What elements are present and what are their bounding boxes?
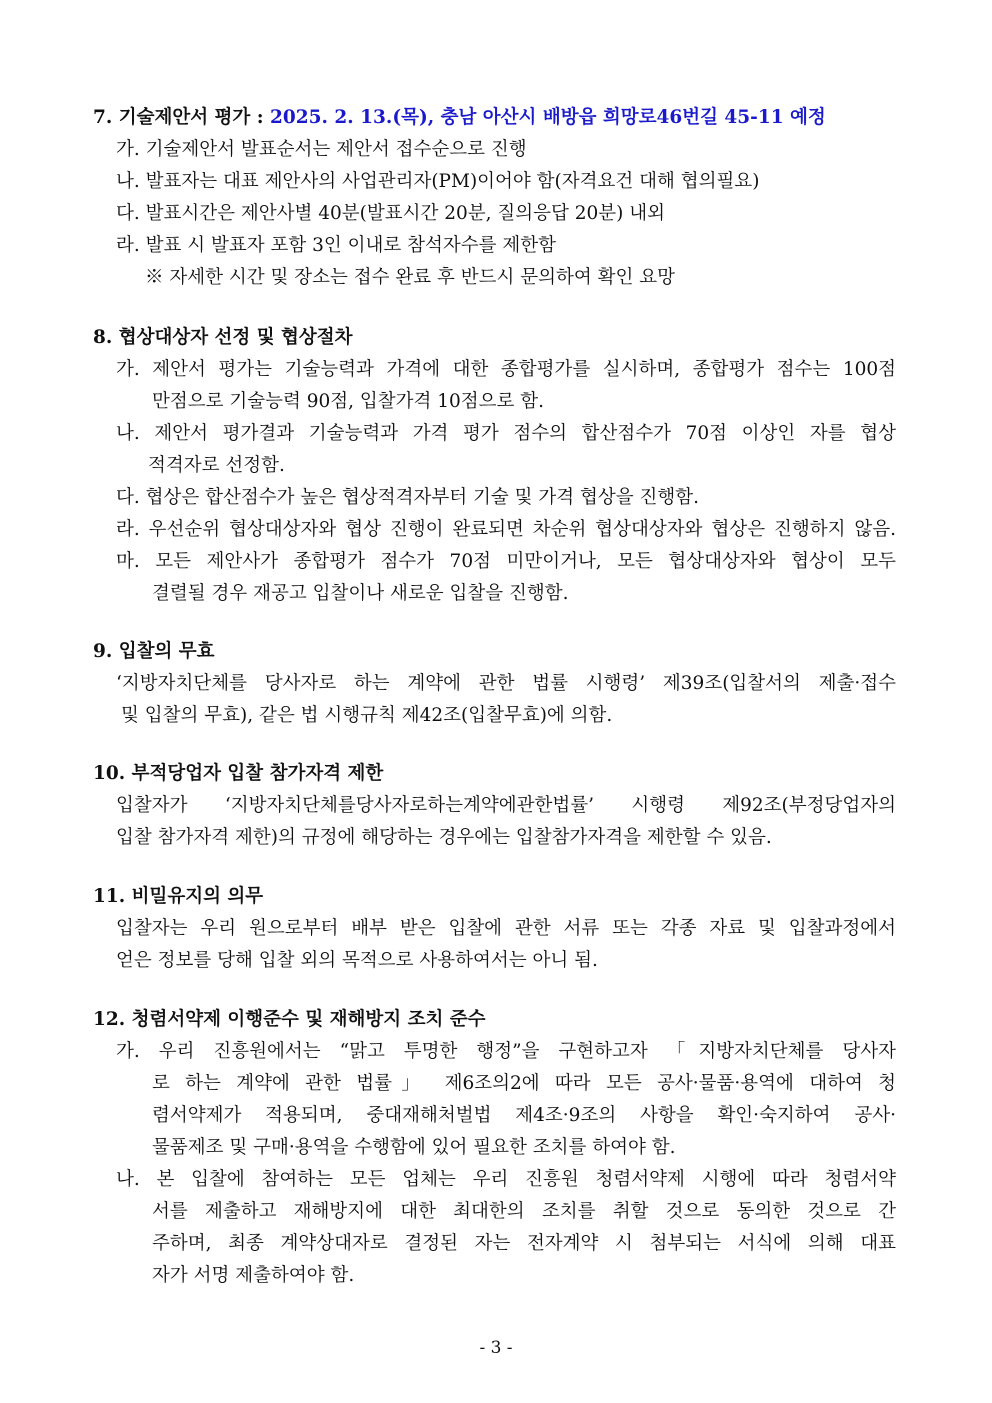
section-8-line-8: 결렬될 경우 재공고 입찰이나 새로운 입찰을 진행함. — [152, 583, 569, 604]
page-number: - 3 - — [479, 1338, 513, 1358]
section-8-line-2: 만점으로 기술능력 90점, 입찰가격 10점으로 함. — [152, 391, 545, 412]
section-7-note: ※ 자세한 시간 및 장소는 접수 완료 후 반드시 문의하여 확인 요망 — [145, 267, 675, 288]
section-7-schedule: 2025. 2. 13.(목), 충남 아산시 배방읍 희망로46번길 45-11 예정 — [270, 107, 826, 128]
section-12-line-6: 서를 제출하고 재해방지에 대한 최대한의 조치를 취할 것으로 동의한 것으로 간 — [152, 1201, 896, 1222]
section-7-item-4: 라. 발표 시 발표자 포함 3인 이내로 참석자수를 제한함 — [116, 235, 556, 256]
section-7-item-3: 다. 발표시간은 제안사별 40분(발표시간 20분, 질의응답 20분) 내외 — [116, 203, 666, 224]
section-12-line-2: 로 하는 계약에 관한 법률」 제6조의2에 따라 모든 공사·물품·용역에 대하여 청 — [152, 1073, 896, 1094]
section-8-line-6: 라. 우선순위 협상대상자와 협상 진행이 완료되면 차순위 협상대상자와 협상은 진행하지 않음. — [116, 519, 896, 540]
section-8-line-5: 다. 협상은 합산점수가 높은 협상적격자부터 기술 및 가격 협상을 진행함. — [116, 487, 699, 508]
section-8-heading: 8. 협상대상자 선정 및 협상절차 — [93, 327, 353, 348]
section-7-item-1: 가. 기술제안서 발표순서는 제안서 접수순으로 진행 — [116, 139, 527, 160]
section-11-line-2: 얻은 정보를 당해 입찰 외의 목적으로 사용하여서는 아니 됨. — [116, 950, 598, 971]
section-8-line-1: 가. 제안서 평가는 기술능력과 가격에 대한 종합평가를 실시하며, 종합평가 점수는 100점 — [116, 359, 896, 380]
section-10-line-1: 입찰자가 ‘지방자치단체를당사자로하는계약에관한법률’ 시행령 제92조(부정당업자의 — [116, 795, 896, 816]
section-9-line-2: 및 입찰의 무효), 같은 법 시행규칙 제42조(입찰무효)에 의함. — [121, 705, 613, 726]
section-9-line-1: ‘지방자치단체를 당사자로 하는 계약에 관한 법률 시행령’ 제39조(입찰서의 제출·접수 — [116, 673, 896, 694]
section-12-line-7: 주하며, 최종 계약상대자로 결정된 자는 전자계약 시 첨부되는 서식에 의해 대표 — [152, 1233, 896, 1254]
section-12-line-1: 가. 우리 진흥원에서는 “맑고 투명한 행정”을 구현하고자 「지방자치단체를 당사자 — [116, 1041, 896, 1062]
section-7-heading — [93, 106, 826, 130]
section-7-label: 7. 기술제안서 평가 : — [93, 107, 271, 128]
section-12-line-4: 물품제조 및 구매·용역을 수행함에 있어 필요한 조치를 하여야 함. — [152, 1137, 676, 1158]
section-12-line-8: 자가 서명 제출하여야 함. — [152, 1265, 355, 1286]
section-10-heading: 10. 부적당업자 입찰 참가자격 제한 — [93, 763, 384, 784]
section-10-line-2: 입찰 참가자격 제한)의 규정에 해당하는 경우에는 입찰참가자격을 제한할 수 있음. — [116, 827, 772, 848]
section-11-line-1: 입찰자는 우리 원으로부터 배부 받은 입찰에 관한 서류 또는 각종 자료 및 입찰과정에서 — [116, 918, 896, 939]
section-11-heading: 11. 비밀유지의 의무 — [93, 886, 264, 907]
section-12-line-3: 렴서약제가 적용되며, 중대재해처벌법 제4조·9조의 사항을 확인·숙지하여 공사· — [152, 1105, 896, 1126]
section-8-line-3: 나. 제안서 평가결과 기술능력과 가격 평가 점수의 합산점수가 70점 이상인 자를 협상 — [116, 423, 896, 444]
section-8-line-7: 마. 모든 제안사가 종합평가 점수가 70점 미만이거나, 모든 협상대상자와 협상이 모두 — [116, 551, 896, 572]
section-12-line-5: 나. 본 입찰에 참여하는 모든 업체는 우리 진흥원 청렴서약제 시행에 따라 청렴서약 — [116, 1169, 896, 1190]
section-7-item-2: 나. 발표자는 대표 제안사의 사업관리자(PM)이어야 함(자격요건 대해 협의필요) — [116, 171, 760, 192]
section-8-line-4: 적격자로 선정함. — [148, 455, 285, 476]
section-12-heading: 12. 청렴서약제 이행준수 및 재해방지 조치 준수 — [93, 1009, 486, 1030]
section-9-heading: 9. 입찰의 무효 — [93, 641, 215, 662]
